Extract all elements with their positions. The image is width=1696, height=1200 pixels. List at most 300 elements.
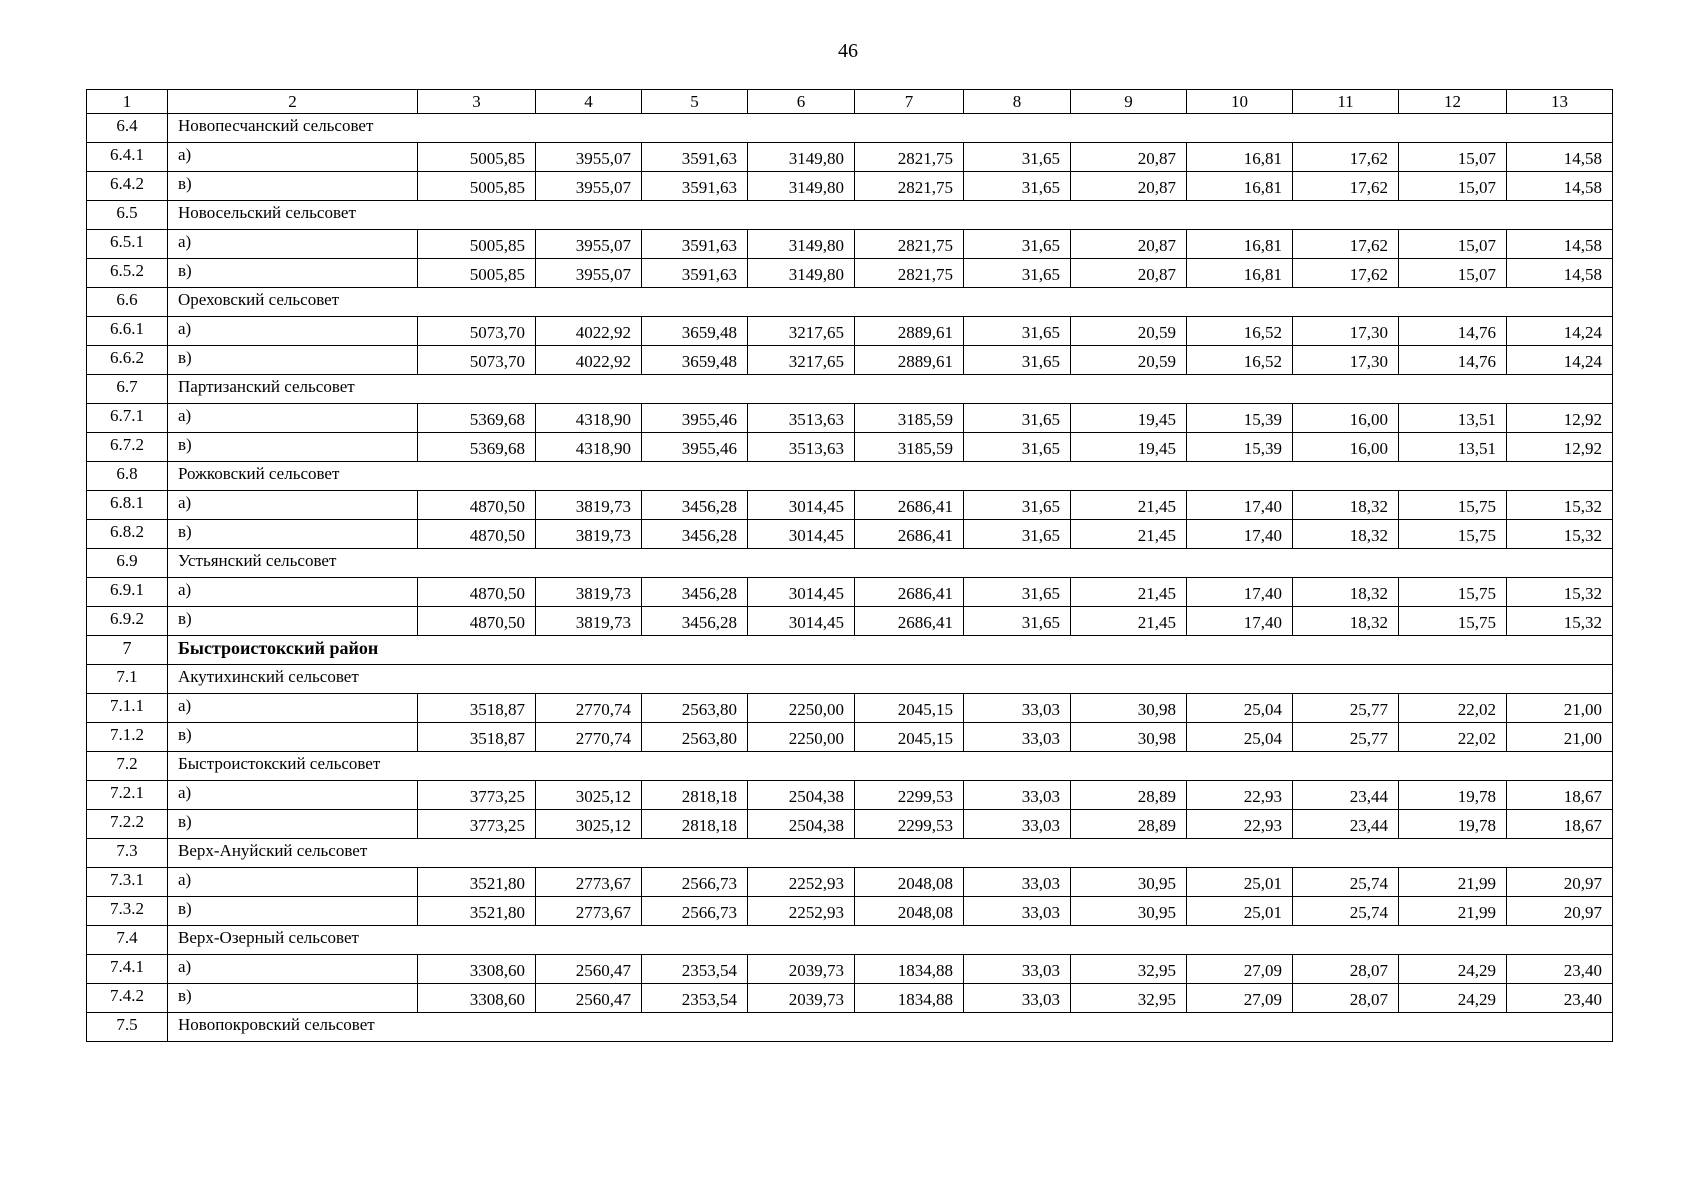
row-subitem: в) (168, 433, 418, 462)
value-cell: 18,67 (1507, 810, 1613, 839)
value-cell: 16,00 (1293, 404, 1399, 433)
value-cell: 3217,65 (748, 317, 855, 346)
row-number: 7.1.2 (87, 723, 168, 752)
row-number: 6.5 (87, 201, 168, 230)
value-cell: 3217,65 (748, 346, 855, 375)
value-cell: 2045,15 (855, 723, 964, 752)
row-number: 7.4 (87, 926, 168, 955)
value-cell: 14,24 (1507, 346, 1613, 375)
row-subitem: в) (168, 723, 418, 752)
table-row (87, 810, 1613, 839)
value-cell: 21,00 (1507, 694, 1613, 723)
council-name: Быстроистокский сельсовет (168, 752, 1613, 781)
table-row (87, 230, 1613, 259)
column-number-cell: 13 (1507, 90, 1613, 114)
row-subitem: а) (168, 781, 418, 810)
council-name: Верх-Озерный сельсовет (168, 926, 1613, 955)
row-subitem: а) (168, 404, 418, 433)
council-name: Рожковский сельсовет (168, 462, 1613, 491)
value-cell: 5005,85 (418, 172, 536, 201)
value-cell: 20,87 (1071, 230, 1187, 259)
value-cell: 3955,07 (536, 172, 642, 201)
value-cell: 2563,80 (642, 694, 748, 723)
value-cell: 20,97 (1507, 868, 1613, 897)
row-number: 6.4.2 (87, 172, 168, 201)
value-cell: 4022,92 (536, 346, 642, 375)
value-cell: 2252,93 (748, 868, 855, 897)
value-cell: 2889,61 (855, 317, 964, 346)
council-row (87, 462, 1613, 491)
row-number: 6.6 (87, 288, 168, 317)
council-row (87, 114, 1613, 143)
council-row (87, 839, 1613, 868)
value-cell: 31,65 (964, 143, 1071, 172)
value-cell: 16,81 (1187, 230, 1293, 259)
value-cell: 3185,59 (855, 404, 964, 433)
row-subitem: а) (168, 868, 418, 897)
value-cell: 4870,50 (418, 520, 536, 549)
council-name: Устьянский сельсовет (168, 549, 1613, 578)
column-number-cell: 6 (748, 90, 855, 114)
value-cell: 3513,63 (748, 433, 855, 462)
value-cell: 15,75 (1399, 491, 1507, 520)
value-cell: 23,40 (1507, 955, 1613, 984)
value-cell: 3513,63 (748, 404, 855, 433)
row-number: 6.7.2 (87, 433, 168, 462)
council-row (87, 549, 1613, 578)
value-cell: 2821,75 (855, 230, 964, 259)
column-number-cell: 5 (642, 90, 748, 114)
row-number: 7.5 (87, 1013, 168, 1042)
row-subitem: а) (168, 694, 418, 723)
value-cell: 4022,92 (536, 317, 642, 346)
row-number: 7.2.1 (87, 781, 168, 810)
value-cell: 2504,38 (748, 810, 855, 839)
table-body (87, 90, 1613, 1042)
row-number: 6.8 (87, 462, 168, 491)
council-name: Новопокровский сельсовет (168, 1013, 1613, 1042)
row-subitem: в) (168, 897, 418, 926)
row-number: 7.1.1 (87, 694, 168, 723)
row-subitem: а) (168, 317, 418, 346)
value-cell: 3456,28 (642, 578, 748, 607)
value-cell: 31,65 (964, 404, 1071, 433)
value-cell: 2773,67 (536, 868, 642, 897)
value-cell: 25,74 (1293, 868, 1399, 897)
row-number: 7.3.2 (87, 897, 168, 926)
value-cell: 25,74 (1293, 897, 1399, 926)
table-row (87, 984, 1613, 1013)
table-row (87, 955, 1613, 984)
value-cell: 3149,80 (748, 259, 855, 288)
row-subitem: в) (168, 259, 418, 288)
value-cell: 3773,25 (418, 781, 536, 810)
value-cell: 15,32 (1507, 520, 1613, 549)
value-cell: 25,04 (1187, 694, 1293, 723)
value-cell: 24,29 (1399, 955, 1507, 984)
table-row (87, 781, 1613, 810)
value-cell: 31,65 (964, 578, 1071, 607)
row-number: 6.5.1 (87, 230, 168, 259)
value-cell: 2250,00 (748, 723, 855, 752)
value-cell: 18,67 (1507, 781, 1613, 810)
row-number: 6.4 (87, 114, 168, 143)
row-number: 6.8.1 (87, 491, 168, 520)
value-cell: 30,98 (1071, 694, 1187, 723)
value-cell: 2821,75 (855, 143, 964, 172)
value-cell: 2560,47 (536, 984, 642, 1013)
column-number-cell: 10 (1187, 90, 1293, 114)
value-cell: 2560,47 (536, 955, 642, 984)
table-row (87, 172, 1613, 201)
value-cell: 20,87 (1071, 172, 1187, 201)
value-cell: 20,97 (1507, 897, 1613, 926)
value-cell: 2818,18 (642, 781, 748, 810)
row-number: 6.9.2 (87, 607, 168, 636)
row-subitem: а) (168, 230, 418, 259)
value-cell: 21,00 (1507, 723, 1613, 752)
value-cell: 27,09 (1187, 955, 1293, 984)
value-cell: 2566,73 (642, 868, 748, 897)
row-subitem: а) (168, 143, 418, 172)
column-number-cell: 4 (536, 90, 642, 114)
value-cell: 13,51 (1399, 433, 1507, 462)
value-cell: 21,99 (1399, 868, 1507, 897)
table-row (87, 868, 1613, 897)
row-number: 6.4.1 (87, 143, 168, 172)
value-cell: 3014,45 (748, 491, 855, 520)
value-cell: 23,40 (1507, 984, 1613, 1013)
value-cell: 31,65 (964, 491, 1071, 520)
value-cell: 28,89 (1071, 781, 1187, 810)
value-cell: 14,76 (1399, 346, 1507, 375)
value-cell: 15,32 (1507, 578, 1613, 607)
value-cell: 3014,45 (748, 607, 855, 636)
value-cell: 15,39 (1187, 404, 1293, 433)
value-cell: 3025,12 (536, 781, 642, 810)
row-number: 6.7 (87, 375, 168, 404)
value-cell: 18,32 (1293, 578, 1399, 607)
value-cell: 21,45 (1071, 578, 1187, 607)
row-subitem: в) (168, 520, 418, 549)
value-cell: 23,44 (1293, 781, 1399, 810)
row-number: 7.3 (87, 839, 168, 868)
value-cell: 3149,80 (748, 143, 855, 172)
value-cell: 2252,93 (748, 897, 855, 926)
value-cell: 27,09 (1187, 984, 1293, 1013)
value-cell: 3659,48 (642, 346, 748, 375)
value-cell: 3955,07 (536, 259, 642, 288)
value-cell: 3955,07 (536, 143, 642, 172)
value-cell: 31,65 (964, 520, 1071, 549)
value-cell: 3773,25 (418, 810, 536, 839)
value-cell: 17,40 (1187, 491, 1293, 520)
row-number: 6.7.1 (87, 404, 168, 433)
value-cell: 2686,41 (855, 491, 964, 520)
value-cell: 3819,73 (536, 491, 642, 520)
table-row (87, 143, 1613, 172)
value-cell: 33,03 (964, 694, 1071, 723)
council-name: Верх-Ануйский сельсовет (168, 839, 1613, 868)
value-cell: 21,99 (1399, 897, 1507, 926)
value-cell: 5073,70 (418, 317, 536, 346)
value-cell: 33,03 (964, 868, 1071, 897)
value-cell: 15,07 (1399, 230, 1507, 259)
column-number-cell: 9 (1071, 90, 1187, 114)
value-cell: 15,75 (1399, 520, 1507, 549)
row-number: 7 (87, 636, 168, 665)
column-number-cell: 7 (855, 90, 964, 114)
row-number: 7.2 (87, 752, 168, 781)
value-cell: 21,45 (1071, 491, 1187, 520)
value-cell: 15,39 (1187, 433, 1293, 462)
value-cell: 15,07 (1399, 259, 1507, 288)
value-cell: 19,78 (1399, 810, 1507, 839)
value-cell: 2821,75 (855, 259, 964, 288)
value-cell: 17,62 (1293, 230, 1399, 259)
value-cell: 20,59 (1071, 317, 1187, 346)
value-cell: 31,65 (964, 230, 1071, 259)
value-cell: 22,93 (1187, 781, 1293, 810)
council-row (87, 1013, 1613, 1042)
value-cell: 17,40 (1187, 520, 1293, 549)
value-cell: 2250,00 (748, 694, 855, 723)
value-cell: 31,65 (964, 172, 1071, 201)
value-cell: 22,93 (1187, 810, 1293, 839)
row-number: 7.4.2 (87, 984, 168, 1013)
value-cell: 2048,08 (855, 897, 964, 926)
value-cell: 2821,75 (855, 172, 964, 201)
value-cell: 16,52 (1187, 317, 1293, 346)
table-row (87, 433, 1613, 462)
value-cell: 31,65 (964, 607, 1071, 636)
value-cell: 33,03 (964, 781, 1071, 810)
value-cell: 3518,87 (418, 694, 536, 723)
value-cell: 5369,68 (418, 404, 536, 433)
council-name: Новопесчанский сельсовет (168, 114, 1613, 143)
value-cell: 16,00 (1293, 433, 1399, 462)
table-row (87, 607, 1613, 636)
value-cell: 16,81 (1187, 172, 1293, 201)
council-row (87, 288, 1613, 317)
value-cell: 3659,48 (642, 317, 748, 346)
row-number: 6.6.1 (87, 317, 168, 346)
value-cell: 14,58 (1507, 172, 1613, 201)
value-cell: 2686,41 (855, 520, 964, 549)
row-subitem: в) (168, 346, 418, 375)
value-cell: 19,78 (1399, 781, 1507, 810)
table-row (87, 520, 1613, 549)
value-cell: 12,92 (1507, 433, 1613, 462)
table-row (87, 897, 1613, 926)
value-cell: 5005,85 (418, 143, 536, 172)
value-cell: 28,07 (1293, 955, 1399, 984)
value-cell: 3591,63 (642, 259, 748, 288)
value-cell: 25,77 (1293, 723, 1399, 752)
table-row (87, 723, 1613, 752)
council-name: Ореховский сельсовет (168, 288, 1613, 317)
value-cell: 3955,46 (642, 404, 748, 433)
value-cell: 31,65 (964, 259, 1071, 288)
value-cell: 25,01 (1187, 897, 1293, 926)
row-number: 6.9.1 (87, 578, 168, 607)
value-cell: 30,98 (1071, 723, 1187, 752)
value-cell: 5005,85 (418, 259, 536, 288)
value-cell: 3185,59 (855, 433, 964, 462)
column-number-cell: 2 (168, 90, 418, 114)
row-number: 6.9 (87, 549, 168, 578)
value-cell: 33,03 (964, 897, 1071, 926)
value-cell: 33,03 (964, 984, 1071, 1013)
value-cell: 20,87 (1071, 259, 1187, 288)
row-number: 7.1 (87, 665, 168, 694)
value-cell: 14,58 (1507, 143, 1613, 172)
row-number: 7.3.1 (87, 868, 168, 897)
value-cell: 15,32 (1507, 607, 1613, 636)
value-cell: 19,45 (1071, 404, 1187, 433)
value-cell: 3819,73 (536, 520, 642, 549)
value-cell: 3955,46 (642, 433, 748, 462)
value-cell: 18,32 (1293, 520, 1399, 549)
row-subitem: в) (168, 810, 418, 839)
value-cell: 32,95 (1071, 955, 1187, 984)
value-cell: 3456,28 (642, 607, 748, 636)
value-cell: 4318,90 (536, 404, 642, 433)
column-number-cell: 1 (87, 90, 168, 114)
value-cell: 2039,73 (748, 955, 855, 984)
row-number: 6.6.2 (87, 346, 168, 375)
value-cell: 3521,80 (418, 897, 536, 926)
council-row (87, 375, 1613, 404)
value-cell: 19,45 (1071, 433, 1187, 462)
value-cell: 2889,61 (855, 346, 964, 375)
value-cell: 31,65 (964, 433, 1071, 462)
council-name: Партизанский сельсовет (168, 375, 1613, 404)
value-cell: 2048,08 (855, 868, 964, 897)
value-cell: 25,77 (1293, 694, 1399, 723)
value-cell: 28,89 (1071, 810, 1187, 839)
value-cell: 2563,80 (642, 723, 748, 752)
value-cell: 15,07 (1399, 172, 1507, 201)
row-number: 6.8.2 (87, 520, 168, 549)
table-row (87, 259, 1613, 288)
value-cell: 3149,80 (748, 172, 855, 201)
value-cell: 23,44 (1293, 810, 1399, 839)
value-cell: 5369,68 (418, 433, 536, 462)
value-cell: 22,02 (1399, 723, 1507, 752)
table-row (87, 578, 1613, 607)
district-row (87, 636, 1613, 665)
value-cell: 25,04 (1187, 723, 1293, 752)
value-cell: 17,62 (1293, 259, 1399, 288)
value-cell: 3819,73 (536, 578, 642, 607)
value-cell: 2770,74 (536, 694, 642, 723)
value-cell: 15,32 (1507, 491, 1613, 520)
value-cell: 4318,90 (536, 433, 642, 462)
row-subitem: а) (168, 955, 418, 984)
value-cell: 16,81 (1187, 143, 1293, 172)
value-cell: 3591,63 (642, 143, 748, 172)
value-cell: 2353,54 (642, 984, 748, 1013)
value-cell: 2818,18 (642, 810, 748, 839)
value-cell: 3591,63 (642, 172, 748, 201)
value-cell: 33,03 (964, 955, 1071, 984)
value-cell: 25,01 (1187, 868, 1293, 897)
value-cell: 5005,85 (418, 230, 536, 259)
value-cell: 2686,41 (855, 607, 964, 636)
column-number-header (87, 90, 1613, 114)
value-cell: 15,75 (1399, 607, 1507, 636)
value-cell: 3456,28 (642, 491, 748, 520)
council-row (87, 752, 1613, 781)
value-cell: 3819,73 (536, 607, 642, 636)
value-cell: 4870,50 (418, 607, 536, 636)
row-subitem: в) (168, 984, 418, 1013)
value-cell: 2686,41 (855, 578, 964, 607)
column-number-cell: 11 (1293, 90, 1399, 114)
value-cell: 18,32 (1293, 491, 1399, 520)
value-cell: 1834,88 (855, 984, 964, 1013)
value-cell: 2299,53 (855, 781, 964, 810)
value-cell: 17,62 (1293, 172, 1399, 201)
value-cell: 14,58 (1507, 230, 1613, 259)
value-cell: 4870,50 (418, 491, 536, 520)
value-cell: 15,07 (1399, 143, 1507, 172)
value-cell: 16,52 (1187, 346, 1293, 375)
value-cell: 20,87 (1071, 143, 1187, 172)
row-subitem: в) (168, 172, 418, 201)
value-cell: 3521,80 (418, 868, 536, 897)
row-number: 6.5.2 (87, 259, 168, 288)
value-cell: 31,65 (964, 317, 1071, 346)
column-number-cell: 3 (418, 90, 536, 114)
column-number-cell: 8 (964, 90, 1071, 114)
value-cell: 17,30 (1293, 317, 1399, 346)
value-cell: 2566,73 (642, 897, 748, 926)
value-cell: 5073,70 (418, 346, 536, 375)
value-cell: 3456,28 (642, 520, 748, 549)
value-cell: 1834,88 (855, 955, 964, 984)
value-cell: 16,81 (1187, 259, 1293, 288)
value-cell: 3955,07 (536, 230, 642, 259)
row-subitem: в) (168, 607, 418, 636)
council-row (87, 926, 1613, 955)
value-cell: 14,24 (1507, 317, 1613, 346)
value-cell: 24,29 (1399, 984, 1507, 1013)
council-row (87, 665, 1613, 694)
value-cell: 33,03 (964, 810, 1071, 839)
value-cell: 17,40 (1187, 578, 1293, 607)
value-cell: 4870,50 (418, 578, 536, 607)
value-cell: 14,58 (1507, 259, 1613, 288)
value-cell: 33,03 (964, 723, 1071, 752)
council-name: Акутихинский сельсовет (168, 665, 1613, 694)
value-cell: 17,62 (1293, 143, 1399, 172)
value-cell: 3308,60 (418, 984, 536, 1013)
value-cell: 3591,63 (642, 230, 748, 259)
value-cell: 2045,15 (855, 694, 964, 723)
value-cell: 22,02 (1399, 694, 1507, 723)
value-cell: 2770,74 (536, 723, 642, 752)
value-cell: 2299,53 (855, 810, 964, 839)
table-row (87, 346, 1613, 375)
row-number: 7.4.1 (87, 955, 168, 984)
value-cell: 3518,87 (418, 723, 536, 752)
value-cell: 12,92 (1507, 404, 1613, 433)
value-cell: 30,95 (1071, 897, 1187, 926)
tariff-table (86, 89, 1613, 1042)
row-subitem: а) (168, 578, 418, 607)
